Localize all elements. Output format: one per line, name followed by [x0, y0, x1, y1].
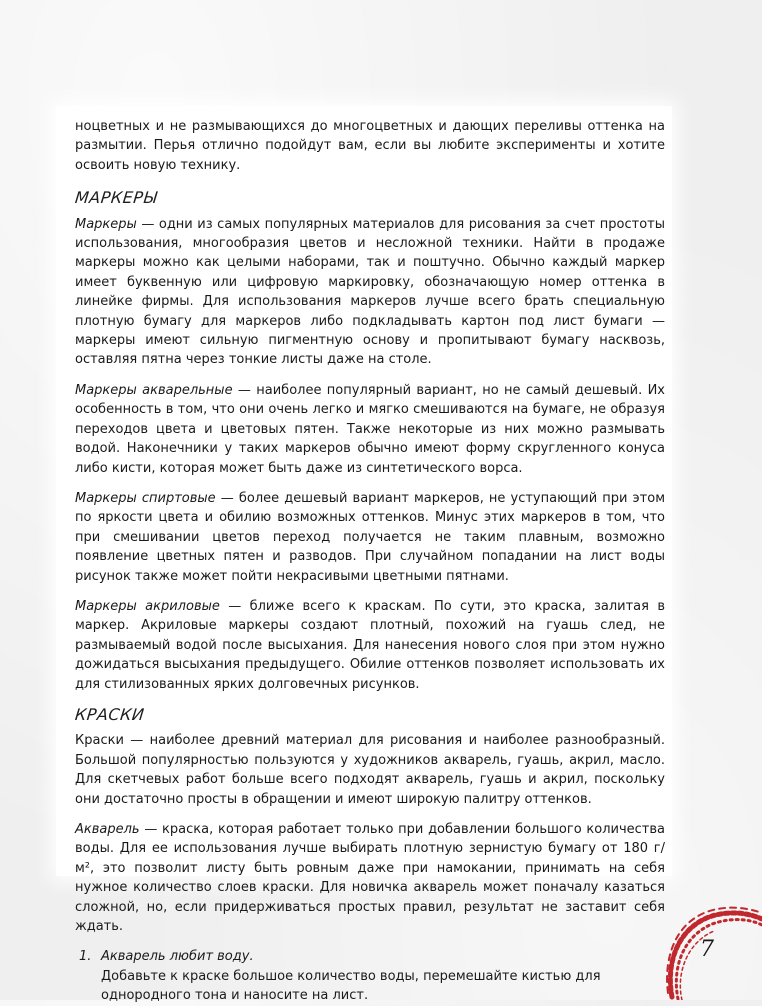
term-alcohol-markers: Маркеры спиртовые [75, 490, 216, 506]
step-number: 1. [79, 949, 92, 965]
list-item [75, 947, 665, 1005]
paints-paragraph-1: Краски — наиболее древний материал для рисования и наиболее разнообразный. Большой популярностью пользуются у художников акварель, гуашь, акрил, масло. Для скетчевых работ больше всего подходят акварель, гуашь и акрил, поскольку они достаточно просты в обращении и имеют широкую палитру оттенков. [75, 733, 665, 807]
intro-paragraph: ноцветных и не размывающихся до многоцветных и дающих переливы оттенка на размытии. Перья отлично подойдут вам, если вы любите эксперименты и хотите освоить новую технику. [75, 119, 665, 173]
markers-p4-text: — ближе всего к краскам. По сути, это краска, залитая в маркер. Акриловые маркеры создают плотный, похожий на гуашь след, не размываемый водой после высыхания. Для нанесения нового слоя при этом нужно дожидаться высыхания предыдущего. Обилие оттенков позволяет использовать их для стилизованных ярких долговечных рисунков. [75, 598, 665, 692]
term-watercolor: Акварель [75, 822, 140, 837]
page-number: 7 [700, 937, 714, 962]
section-heading-paints: КРАСКИ [74, 704, 146, 724]
steps-list [75, 947, 665, 1005]
page-number-badge [664, 905, 762, 1000]
term-markers: Маркеры [75, 216, 137, 232]
page-content [75, 117, 665, 1006]
markers-paragraph-3 [75, 489, 665, 586]
paints-paragraph-2 [75, 820, 665, 936]
markers-paragraph-2 [75, 381, 665, 478]
markers-p1-text: — одни из самых популярных материалов для рисования за счет простоты использования, многообразия цветов и несложной техники. Найти в продаже маркеры можно как целыми наборами, так и поштучно. Обычно каждый маркер имеет буквенную или цифровую маркировку, обозначающую номер оттенка в линейке фирмы. Для использования маркеров лучше всего брать специальную плотную бумагу для маркеров либо подкладывать картон под лист бумаги — маркеры имеют сильную пигментную основу и пропитывают бумагу насквозь, оставляя пятна через тонкие листы даже на столе. [75, 216, 665, 368]
markers-p2-text: — наиболее популярный вариант, но не самый дешевый. Их особенность в том, что они очень легко и мягко смешиваются на бумаге, не образуя переходов цвета и цветовых пятен. Также некоторые из них можно размывать водой. Наконечники у таких маркеров обычно имеют форму скругленного конуса либо кисти, которая может быть даже из синтетического ворса. [75, 382, 665, 476]
section-heading-markers: МАРКЕРЫ [74, 188, 159, 208]
markers-paragraph-4 [75, 597, 665, 694]
paints-p2-text: — краска, которая работает только при добавлении большого количества воды. Для ее использования лучше выбирать плотную зернистую бумагу от 180 г/м², это позволит листу быть ровным даже при намокании, принимать на себя нужное количество слоев краски. Для новичка акварель может поначалу казаться сложной, но, если придерживаться простых правил, результат не заставит себя ждать. [75, 822, 665, 935]
markers-p3-text: — более дешевый вариант маркеров, не уступающий при этом по яркости цвета и обилию возможных оттенков. Минус этих маркеров в том, что при смешивании цветов переход получается не таким плавным, возможно появление цветных пятен и разводов. При случайном попадании на лист воды рисунок также может пойти некрасивыми цветными пятнами. [75, 490, 665, 584]
term-watercolor-markers: Маркеры акварельные [75, 382, 233, 398]
markers-paragraph-1 [75, 215, 665, 370]
step-text: Добавьте к краске большое количество воды, перемешайте кистью для однородного тона и наносите на лист. [101, 968, 601, 1004]
term-acrylic-markers: Маркеры акриловые [75, 598, 220, 614]
step-title: Акварель любит воду. [101, 949, 254, 965]
